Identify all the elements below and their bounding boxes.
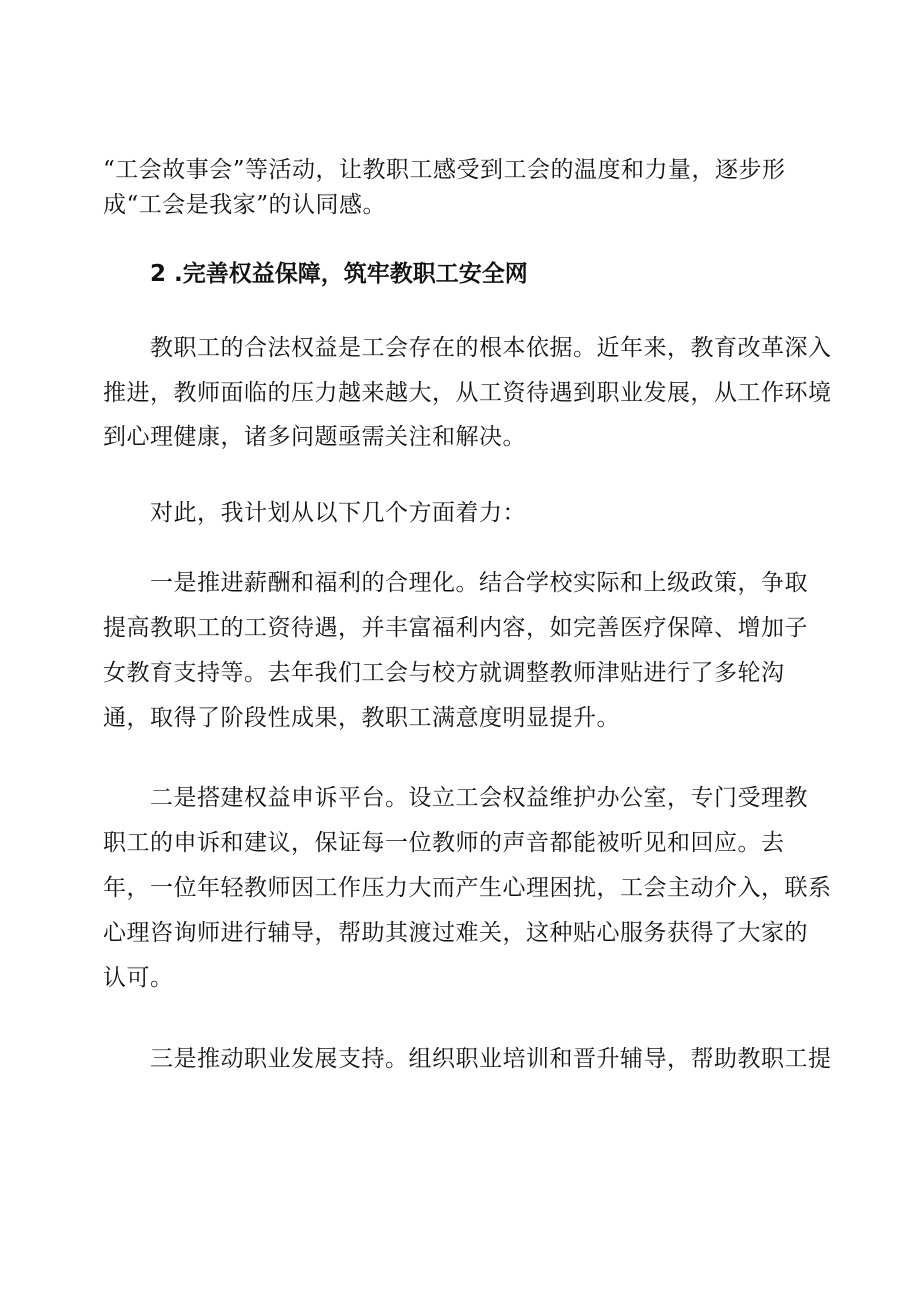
paragraph-line: 对此，我计划从以下几个方面着力： xyxy=(150,500,526,526)
section-heading: 2 .完善权益保障，筑牢教职工安全网 xyxy=(150,261,528,287)
paragraph-line: 职工的申诉和建议，保证每一位教师的声音都能被听见和回应。去 xyxy=(103,830,785,856)
paragraph-line: 一是推进薪酬和福利的合理化。结合学校实际和上级政策，争取 xyxy=(150,570,808,596)
paragraph-line: 通，取得了阶段性成果，教职工满意度明显提升。 xyxy=(103,705,620,731)
paragraph-line: 三是推动职业发展支持。组织职业培训和晋升辅导，帮助教职工提 xyxy=(150,1046,832,1072)
paragraph-line: “工会故事会”等活动，让教职工感受到工会的温度和力量，逐步形 xyxy=(103,157,786,183)
paragraph-line: 心理咨询师进行辅导，帮助其渡过难关，这种贴心服务获得了大家的 xyxy=(103,920,808,946)
paragraph-line: 认可。 xyxy=(103,965,174,991)
paragraph-line: 到心理健康，诸多问题亟需关注和解决。 xyxy=(103,424,526,450)
paragraph-line: 推进，教师面临的压力越来越大，从工资待遇到职业发展，从工作环境 xyxy=(103,380,832,406)
paragraph-line: 提高教职工的工资待遇，并丰富福利内容，如完善医疗保障、增加子 xyxy=(103,615,808,641)
paragraph-line: 教职工的合法权益是工会存在的根本依据。近年来，教育改革深入 xyxy=(150,335,832,361)
paragraph-line: 年，一位年轻教师因工作压力大而产生心理困扰，工会主动介入，联系 xyxy=(103,875,832,901)
paragraph-line: 女教育支持等。去年我们工会与校方就调整教师津贴进行了多轮沟 xyxy=(103,660,785,686)
paragraph-line: 成“工会是我家”的认同感。 xyxy=(103,192,387,218)
paragraph-line: 二是搭建权益申诉平台。设立工会权益维护办公室，专门受理教 xyxy=(150,785,808,811)
